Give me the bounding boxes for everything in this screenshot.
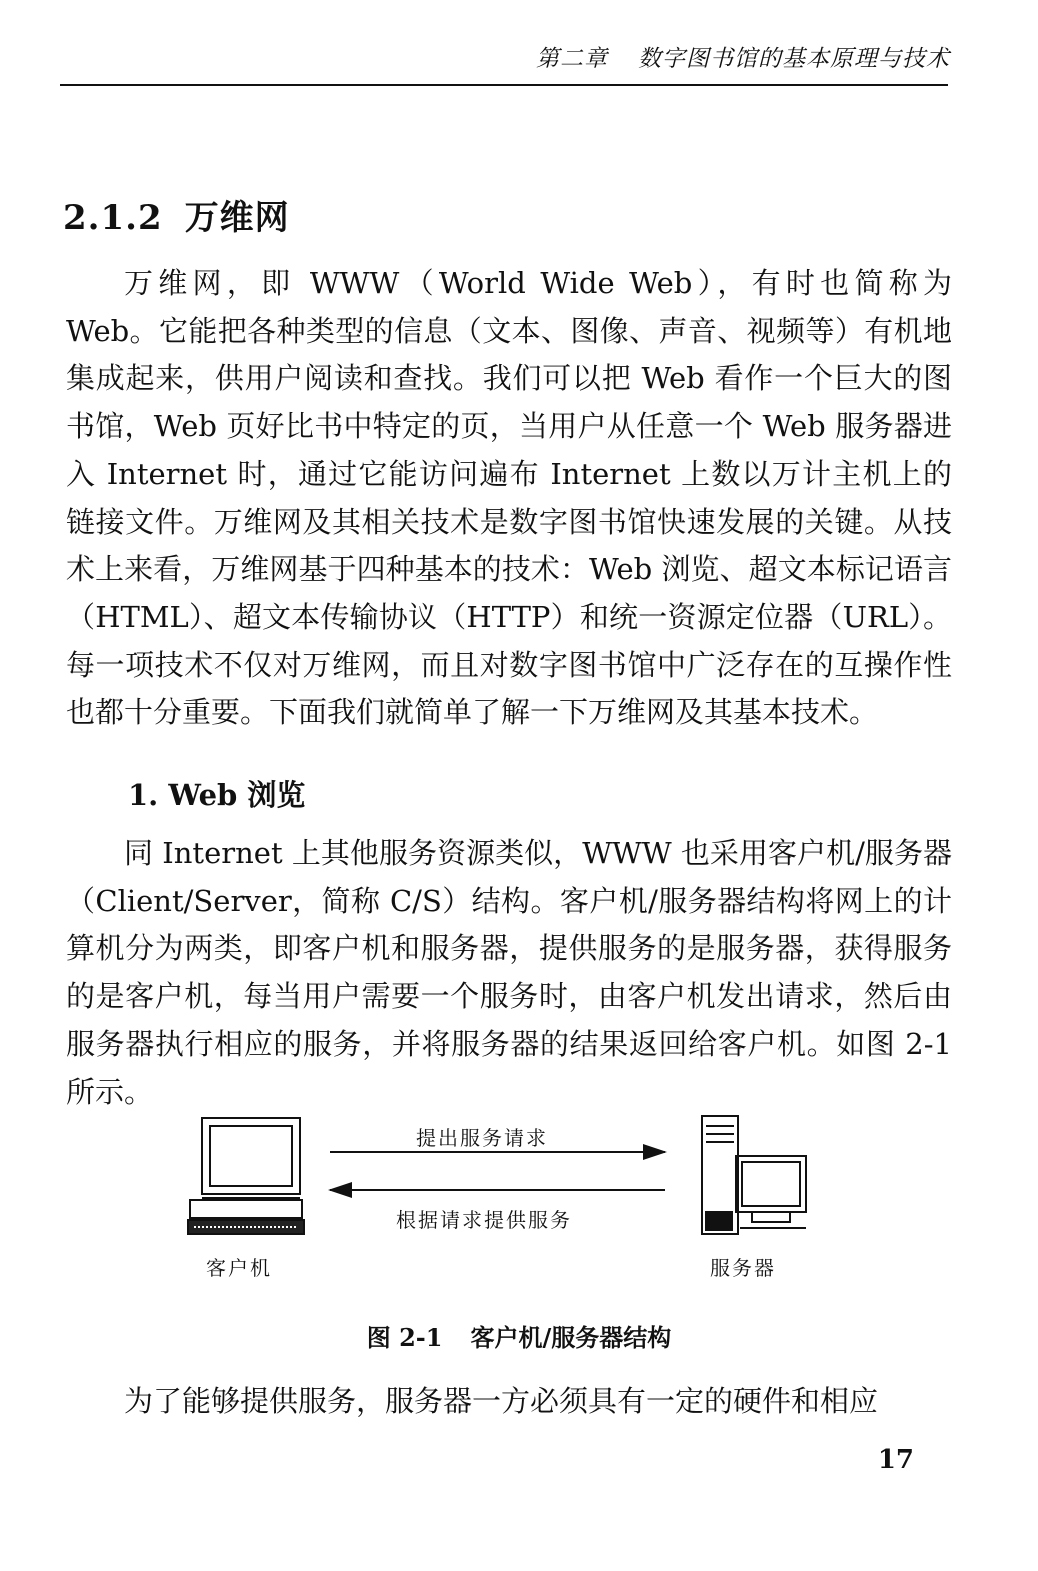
running-head-title: 数字图书馆的基本原理与技术 [638,46,950,72]
section-heading [63,190,290,239]
page-number: 17 [877,1445,914,1475]
desktop-computer-icon [188,1118,304,1234]
figure-caption-number: 图 2-1 [366,1323,443,1352]
section-number: 2.1.2 [63,198,163,238]
server-tower-icon [702,1116,806,1234]
server-label: 服务器 [710,1256,776,1280]
running-head-chapter: 第二章 [536,46,608,72]
client-server-figure [180,1108,820,1298]
subsection-heading: 1. Web 浏览 [128,778,306,812]
section-title: 万维网 [184,198,290,238]
client-label: 客户机 [206,1256,272,1280]
paragraph-client-server: 同 Internet 上其他服务资源类似，WWW 也采用客户机/服务器（Client/Server，简称 C/S）结构。客户机/服务器结构将网上的计算机分为两类，即客户机和服务器，提供服务的是服务器，获得服务的是客户机，每当用户需要一个服务时，由客户机发出请求，然后由服务器执行相应的服务，并将服务器的结果返回给客户机。如图 2-1 所示。 [66,836,952,1109]
request-label: 提出服务请求 [416,1126,548,1150]
paragraph-www-intro: 万维网，即 WWW（World Wide Web），有时也简称为 Web。它能把各种类型的信息（文本、图像、声音、视频等）有机地集成起来，供用户阅读和查找。我们可以把 Web 看作一个巨大的图书馆，Web 页好比书中特定的页，当用户从任意一个 Web 服务器进入 Internet 时，通过它能访问遍布 Internet 上数以万计主机上的链接文件。万维网及其相关技术是数字图书馆快速发展的关键。从技术上来看，万维网基于四种基本的技术：Web 浏览、超文本标记语言（HTML）、超文本传输协议（HTTP）和统一资源定位器（URL）。每一项技术不仅对万维网，而且对数字图书馆中广泛存在的互操作性也都十分重要。下面我们就简单了解一下万维网及其基本技术。 [66,266,952,730]
response-label: 根据请求提供服务 [396,1208,572,1232]
figure-caption [0,1318,1038,1353]
paragraph-server-requirements: 为了能够提供服务，服务器一方必须具有一定的硬件和相应 [124,1384,879,1418]
header-rule [60,84,948,86]
figure-caption-text: 客户机/服务器结构 [470,1323,672,1352]
running-head [60,40,950,73]
